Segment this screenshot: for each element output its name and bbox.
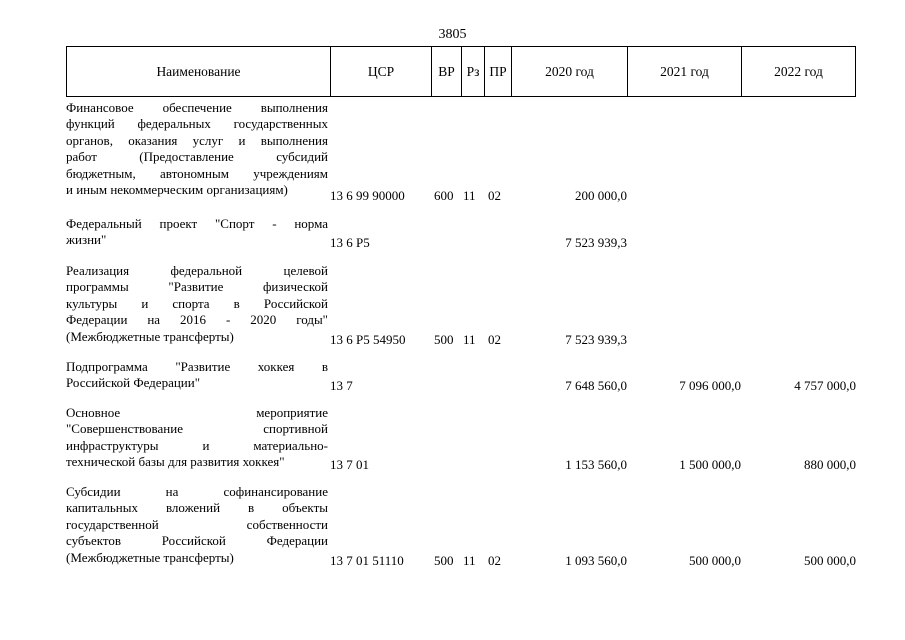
header-vr: ВР (432, 47, 462, 96)
row-name-line: функций федеральных государственных (66, 116, 328, 132)
row-csr: 13 6 99 90000 (330, 188, 405, 203)
table-row (66, 216, 856, 251)
row-csr: 13 7 (330, 378, 353, 393)
row-vr: 600 (434, 188, 454, 203)
row-rz: 11 (463, 553, 476, 568)
table-row (66, 263, 856, 348)
row-pr: 02 (488, 553, 501, 568)
row-name-line: Финансовое обеспечение выполнения (66, 100, 328, 115)
row-2021: 500 000,0 (689, 553, 741, 568)
row-name-line: субъектов Российской Федерации (66, 533, 328, 549)
row-vr: 500 (434, 553, 454, 568)
row-csr: 13 7 01 (330, 457, 369, 472)
row-2020: 7 648 560,0 (565, 378, 627, 393)
header-pr: ПР (485, 47, 512, 96)
row-name-line: Основное мероприятие (66, 405, 328, 420)
row-2022: 500 000,0 (804, 553, 856, 568)
row-name (66, 484, 328, 566)
row-pr: 02 (488, 188, 501, 203)
row-csr: 13 6 P5 54950 (330, 332, 406, 347)
row-name (66, 100, 328, 198)
row-name-line: программы "Развитие физической (66, 279, 328, 295)
page-number: 3805 (438, 27, 467, 42)
row-2020: 7 523 939,3 (565, 332, 627, 347)
row-name-line: и иным некоммерческим организациям) (66, 182, 288, 198)
table-row (66, 359, 856, 394)
row-2020: 200 000,0 (575, 188, 627, 203)
row-name (66, 405, 328, 471)
table-row (66, 405, 856, 473)
row-name-line: бюджетным, автономным учреждениям (66, 165, 328, 181)
row-name-line: Подпрограмма "Развитие хоккея в (66, 359, 328, 374)
table-row (66, 100, 856, 204)
header-2022: 2022 год (774, 63, 823, 79)
row-name (66, 263, 328, 345)
table-row (66, 484, 856, 569)
row-name-line: Субсидии на софинансирование (66, 484, 328, 499)
row-name-line: Федеральный проект "Спорт - норма (66, 216, 328, 231)
row-2021: 1 500 000,0 (679, 457, 741, 472)
header-2021: 2021 год (628, 47, 742, 96)
row-name-line: Реализация федеральной целевой (66, 263, 328, 278)
row-rz: 11 (463, 188, 476, 203)
row-pr: 02 (488, 332, 501, 347)
row-name (66, 216, 328, 249)
row-name-line: жизни" (66, 232, 107, 248)
row-2020: 7 523 939,3 (565, 235, 627, 250)
row-csr: 13 6 P5 (330, 235, 370, 250)
header-csr: ЦСР (331, 47, 432, 96)
row-2022: 4 757 000,0 (794, 378, 856, 393)
row-name-line: государственной собственности (66, 516, 328, 532)
row-rz: 11 (463, 332, 476, 347)
row-name-line: Федерации на 2016 - 2020 годы" (66, 312, 328, 328)
row-csr: 13 7 01 51110 (330, 553, 404, 568)
row-vr: 500 (434, 332, 454, 347)
row-name-line: работ (Предоставление субсидий (66, 149, 328, 165)
header-name: Наименование (67, 47, 331, 96)
row-name-line: инфраструктуры и материально- (66, 437, 328, 453)
row-name-line: "Совершенствование спортивной (66, 421, 328, 437)
row-name-line: культуры и спорта в Российской (66, 295, 328, 311)
row-name-line: капитальных вложений в объекты (66, 500, 328, 516)
header-2020: 2020 год (512, 47, 628, 96)
row-2020: 1 093 560,0 (565, 553, 627, 568)
table-header (66, 46, 856, 97)
row-name-line: технической базы для развития хоккея" (66, 454, 285, 470)
row-name-line: (Межбюджетные трансферты) (66, 328, 234, 344)
row-2020: 1 153 560,0 (565, 457, 627, 472)
row-name-line: (Межбюджетные трансферты) (66, 549, 234, 565)
row-2022: 880 000,0 (804, 457, 856, 472)
row-2021: 7 096 000,0 (679, 378, 741, 393)
header-rz: Рз (462, 47, 485, 96)
row-name-line: органов, оказания услуг и выполнения (66, 132, 328, 148)
row-name-line: Российской Федерации" (66, 375, 201, 391)
row-name (66, 359, 328, 392)
